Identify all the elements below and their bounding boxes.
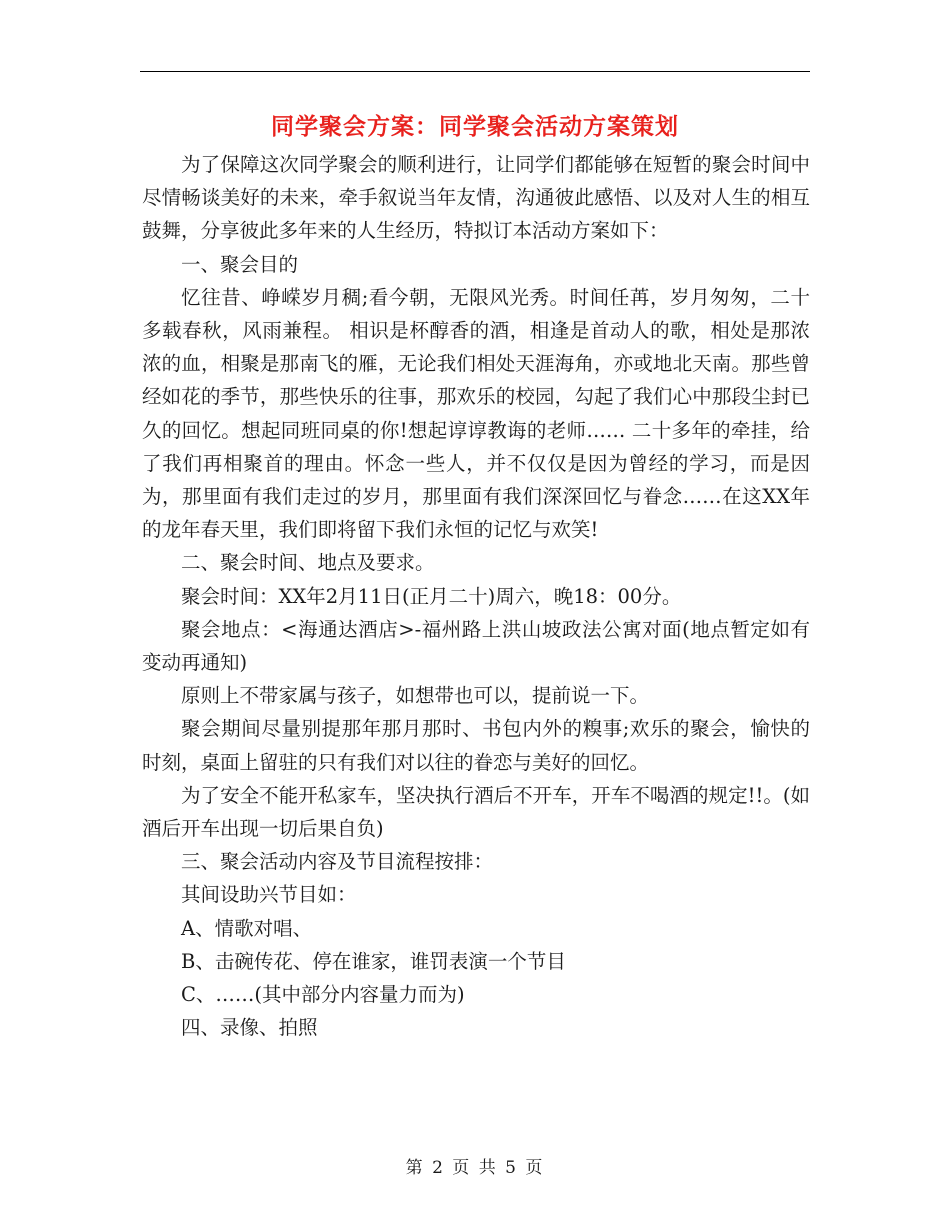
document-body (142, 148, 810, 1044)
paragraph-family: 原则上不带家属与孩子，如想带也可以，提前说一下。 (181, 684, 650, 708)
heading-time-place: 二、聚会时间、地点及要求。 (181, 551, 435, 575)
document-title: 同学聚会方案：同学聚会活动方案策划 (271, 113, 679, 140)
heading-activities: 三、聚会活动内容及节目流程按排： (181, 850, 494, 874)
paragraph-programs: 其间设助兴节目如： (181, 883, 357, 907)
paragraph-topics: 聚会期间尽量别提那年那月那时、书包内外的糗事;欢乐的聚会，愉快的时刻，桌面上留驻的只有我们对以往的眷恋与美好的回忆。 (142, 717, 810, 774)
list-item-b: B、击碗传花、停在谁家，谁罚表演一个节目 (181, 949, 566, 973)
paragraph-place: 聚会地点：<海通达酒店>-福州路上洪山坡政法公寓对面(地点暂定如有变动再通知) (142, 617, 810, 675)
paragraph-time: 聚会时间：XX年2月11日(正月二十)周六，晚18：00分。 (181, 584, 682, 608)
heading-purpose: 一、聚会目的 (181, 252, 299, 276)
page-footer: 第 2 页 共 5 页 (405, 1158, 545, 1178)
paragraph-purpose: 忆往昔、峥嵘岁月稠;看今朝，无限风光秀。时间任苒，岁月匆匆，二十多载春秋，风雨兼程。 相识是杯醇香的酒，相逢是首动人的歌，相处是那浓浓的血，相聚是那南飞的雁，无论我们相处天涯海角，亦或地北天南。那些曾经如花的季节，那些快乐的往事，那欢乐的校园，勾起了我们心中那段尘封已久的回忆。想起同班同桌的你!想起谆谆教诲的老师…… 二十多年的牵挂，给了我们再相聚首的理由。怀念一些人，并不仅仅是因为曾经的学习，而是因为，那里面有我们走过的岁月，那里面有我们深深回忆与眷念……在这XX年的龙年春天里，我们即将留下我们永恒的记忆与欢笑! (142, 285, 810, 542)
header-rule (140, 71, 810, 72)
list-item-a: A、情歌对唱、 (181, 916, 313, 940)
heading-video-photo: 四、录像、拍照 (181, 1016, 318, 1040)
list-item-c: C、……(其中部分内容量力而为) (181, 983, 465, 1007)
paragraph-safety: 为了安全不能开私家车，坚决执行酒后不开车，开车不喝酒的规定!!。(如酒后开车出现一切后果自负) (142, 783, 810, 841)
paragraph-intro: 为了保障这次同学聚会的顺利进行，让同学们都能够在短暂的聚会时间中尽情畅谈美好的未来，牵手叙说当年友情，沟通彼此感悟、以及对人生的相互鼓舞，分享彼此多年来的人生经历，特拟订本活动方案如下： (142, 153, 810, 243)
